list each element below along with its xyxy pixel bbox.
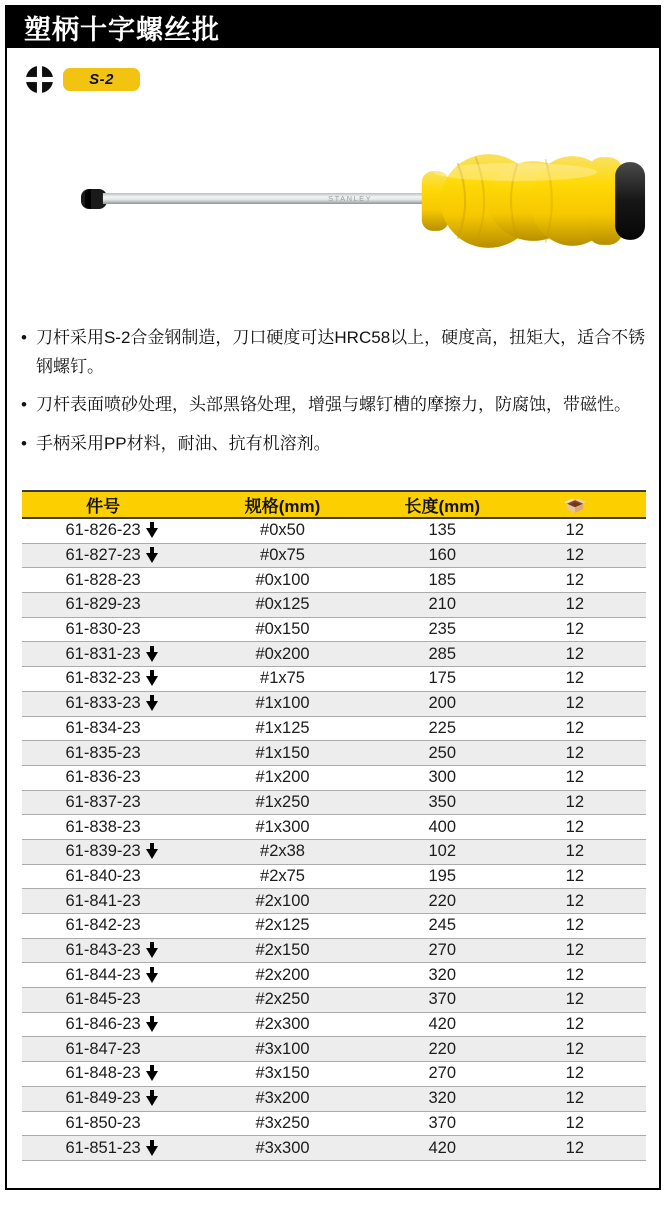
length-cell: 210 [381, 593, 504, 618]
down-arrow-icon [146, 1140, 159, 1157]
bullet-icon: • [21, 395, 27, 415]
pack-qty-cell: 12 [504, 1062, 646, 1087]
spec-cell: #2x250 [184, 988, 381, 1013]
spec-cell: #3x100 [184, 1037, 381, 1062]
steel-grade-label: S-2 [89, 71, 114, 88]
table-row [22, 765, 646, 790]
table-row [22, 741, 646, 766]
spec-cell: #1x125 [184, 716, 381, 741]
bullet-icon: • [21, 433, 27, 453]
pack-qty-cell: 12 [504, 963, 646, 988]
part-number-cell [22, 765, 184, 790]
spec-cell: #1x100 [184, 691, 381, 716]
length-cell: 200 [381, 691, 504, 716]
pack-qty-cell: 12 [504, 914, 646, 939]
part-number: 61-838-23 [65, 817, 141, 836]
length-cell: 235 [381, 617, 504, 642]
part-number: 61-828-23 [65, 570, 141, 589]
table-row [22, 1136, 646, 1161]
product-badges [25, 65, 140, 94]
table-row [22, 518, 646, 543]
part-number: 61-845-23 [65, 990, 141, 1009]
table-row [22, 864, 646, 889]
spec-cell: #2x100 [184, 889, 381, 914]
table-row [22, 889, 646, 914]
feature-list [21, 323, 653, 467]
length-cell: 370 [381, 988, 504, 1013]
table-row [22, 938, 646, 963]
length-cell: 320 [381, 963, 504, 988]
down-arrow-icon [146, 695, 159, 712]
pack-qty-cell: 12 [504, 889, 646, 914]
header-length: 长度(mm) [381, 491, 504, 518]
part-number-cell [22, 1136, 184, 1161]
length-cell: 270 [381, 1062, 504, 1087]
length-cell: 270 [381, 938, 504, 963]
down-arrow-icon [146, 522, 159, 539]
spec-cell: #1x75 [184, 667, 381, 692]
product-photo [77, 135, 655, 267]
length-cell: 195 [381, 864, 504, 889]
pack-qty-cell: 12 [504, 741, 646, 766]
length-cell: 245 [381, 914, 504, 939]
table-row [22, 988, 646, 1013]
down-arrow-icon [146, 646, 159, 663]
down-arrow-icon [146, 1016, 159, 1033]
spec-cell: #1x150 [184, 741, 381, 766]
table-row [22, 667, 646, 692]
header-part-number: 件号 [22, 491, 184, 518]
spec-cell: #3x150 [184, 1062, 381, 1087]
title-bar [7, 7, 659, 48]
length-cell: 160 [381, 543, 504, 568]
part-number-cell [22, 864, 184, 889]
part-number-cell [22, 568, 184, 593]
pack-qty-cell: 12 [504, 1136, 646, 1161]
part-number: 61-836-23 [65, 768, 141, 787]
length-cell: 420 [381, 1136, 504, 1161]
spec-cell: #0x125 [184, 593, 381, 618]
spec-cell: #0x150 [184, 617, 381, 642]
pack-qty-cell: 12 [504, 1037, 646, 1062]
spec-cell: #2x300 [184, 1012, 381, 1037]
part-number-cell [22, 963, 184, 988]
feature-text: 刀杆采用S-2合金钢制造，刀口硬度可达HRC58以上，硬度高，扭矩大，适合不锈钢螺钉。 [35, 328, 646, 377]
part-number-cell [22, 988, 184, 1013]
part-number: 61-841-23 [65, 891, 141, 910]
part-number: 61-834-23 [65, 718, 141, 737]
pack-qty-cell: 12 [504, 1012, 646, 1037]
table-row [22, 617, 646, 642]
steel-grade-badge [63, 68, 140, 91]
table-row [22, 815, 646, 840]
table-row [22, 593, 646, 618]
table-row [22, 1012, 646, 1037]
part-number-cell [22, 667, 184, 692]
length-cell: 102 [381, 839, 504, 864]
table-row [22, 1111, 646, 1136]
spec-cell: #3x300 [184, 1136, 381, 1161]
spec-cell: #1x300 [184, 815, 381, 840]
pack-qty-cell: 12 [504, 1086, 646, 1111]
pack-qty-cell: 12 [504, 938, 646, 963]
length-cell: 320 [381, 1086, 504, 1111]
spec-cell: #3x200 [184, 1086, 381, 1111]
spec-table [22, 490, 646, 1161]
part-number: 61-833-23 [65, 694, 141, 713]
spec-cell: #0x100 [184, 568, 381, 593]
down-arrow-icon [146, 1065, 159, 1082]
spec-cell: #0x75 [184, 543, 381, 568]
length-cell: 370 [381, 1111, 504, 1136]
feature-item [21, 390, 653, 419]
pack-qty-cell: 12 [504, 642, 646, 667]
table-row [22, 568, 646, 593]
table-row [22, 963, 646, 988]
pack-qty-cell: 12 [504, 716, 646, 741]
part-number: 61-832-23 [65, 669, 141, 688]
table-row [22, 716, 646, 741]
part-number: 61-846-23 [65, 1015, 141, 1034]
length-cell: 400 [381, 815, 504, 840]
pack-qty-cell: 12 [504, 790, 646, 815]
length-cell: 420 [381, 1012, 504, 1037]
part-number-cell [22, 716, 184, 741]
part-number: 61-831-23 [65, 644, 141, 663]
part-number-cell [22, 642, 184, 667]
part-number: 61-829-23 [65, 595, 141, 614]
part-number-cell [22, 1111, 184, 1136]
page-title: 塑柄十字螺丝批 [24, 15, 220, 45]
pack-qty-cell: 12 [504, 568, 646, 593]
part-number: 61-851-23 [65, 1138, 141, 1157]
feature-item [21, 323, 653, 381]
header-spec: 规格(mm) [184, 491, 381, 518]
part-number-cell [22, 889, 184, 914]
length-cell: 220 [381, 1037, 504, 1062]
length-cell: 220 [381, 889, 504, 914]
screwdriver-illustration [77, 135, 655, 267]
table-row [22, 1037, 646, 1062]
spec-cell: #2x150 [184, 938, 381, 963]
down-arrow-icon [146, 1090, 159, 1107]
spec-cell: #0x200 [184, 642, 381, 667]
length-cell: 225 [381, 716, 504, 741]
part-number: 61-849-23 [65, 1089, 141, 1108]
table-row [22, 839, 646, 864]
part-number-cell [22, 790, 184, 815]
part-number-cell [22, 543, 184, 568]
part-number-cell [22, 1062, 184, 1087]
down-arrow-icon [146, 942, 159, 959]
part-number: 61-826-23 [65, 521, 141, 540]
part-number-cell [22, 938, 184, 963]
phillips-head-icon [25, 65, 54, 94]
spec-cell: #2x38 [184, 839, 381, 864]
part-number-cell [22, 691, 184, 716]
spec-cell: #0x50 [184, 518, 381, 543]
spec-cell: #1x200 [184, 765, 381, 790]
part-number: 61-848-23 [65, 1064, 141, 1083]
pack-qty-cell: 12 [504, 839, 646, 864]
feature-item [21, 429, 653, 458]
part-number: 61-850-23 [65, 1113, 141, 1132]
bullet-icon: • [21, 328, 27, 347]
table-row [22, 1062, 646, 1087]
spec-cell: #2x125 [184, 914, 381, 939]
part-number-cell [22, 1037, 184, 1062]
part-number-cell [22, 518, 184, 543]
part-number: 61-827-23 [65, 546, 141, 565]
table-row [22, 691, 646, 716]
pack-qty-cell: 12 [504, 518, 646, 543]
part-number: 61-843-23 [65, 941, 141, 960]
down-arrow-icon [146, 547, 159, 564]
part-number: 61-835-23 [65, 743, 141, 762]
spec-table-header [22, 491, 646, 518]
feature-text: 手柄采用PP材料，耐油、抗有机溶剂。 [35, 433, 331, 453]
part-number-cell [22, 1086, 184, 1111]
header-pack-qty [504, 491, 646, 518]
pack-qty-cell: 12 [504, 593, 646, 618]
pack-qty-cell: 12 [504, 765, 646, 790]
part-number: 61-830-23 [65, 620, 141, 639]
table-row [22, 642, 646, 667]
length-cell: 175 [381, 667, 504, 692]
feature-text: 刀杆表面喷砂处理，头部黑铬处理，增强与螺钉槽的摩擦力，防腐蚀，带磁性。 [35, 395, 631, 415]
pack-qty-cell: 12 [504, 691, 646, 716]
pack-qty-cell: 12 [504, 988, 646, 1013]
pack-qty-cell: 12 [504, 815, 646, 840]
pack-qty-cell: 12 [504, 1111, 646, 1136]
part-number-cell [22, 914, 184, 939]
screwdriver-handle [422, 154, 645, 248]
part-number-cell [22, 741, 184, 766]
page-frame [5, 5, 661, 1190]
pack-qty-cell: 12 [504, 667, 646, 692]
spec-cell: #3x250 [184, 1111, 381, 1136]
table-row [22, 1086, 646, 1111]
table-row [22, 543, 646, 568]
part-number-cell [22, 815, 184, 840]
part-number-cell [22, 839, 184, 864]
pack-qty-cell: 12 [504, 864, 646, 889]
length-cell: 135 [381, 518, 504, 543]
screwdriver-shaft [103, 193, 424, 204]
carton-box-icon [564, 497, 586, 514]
part-number: 61-837-23 [65, 792, 141, 811]
pack-qty-cell: 12 [504, 617, 646, 642]
length-cell: 250 [381, 741, 504, 766]
down-arrow-icon [146, 843, 159, 860]
part-number: 61-842-23 [65, 916, 141, 935]
length-cell: 300 [381, 765, 504, 790]
down-arrow-icon [146, 967, 159, 984]
shaft-brand-text: STANLEY [328, 194, 373, 203]
spec-table-body [22, 518, 646, 1160]
part-number-cell [22, 593, 184, 618]
spec-cell: #1x250 [184, 790, 381, 815]
length-cell: 350 [381, 790, 504, 815]
table-row [22, 790, 646, 815]
handle-end-cap [615, 162, 645, 240]
length-cell: 285 [381, 642, 504, 667]
table-row [22, 914, 646, 939]
part-number: 61-840-23 [65, 866, 141, 885]
part-number: 61-847-23 [65, 1039, 141, 1058]
spec-cell: #2x75 [184, 864, 381, 889]
part-number: 61-844-23 [65, 965, 141, 984]
down-arrow-icon [146, 670, 159, 687]
spec-cell: #2x200 [184, 963, 381, 988]
part-number: 61-839-23 [65, 842, 141, 861]
part-number-cell [22, 617, 184, 642]
pack-qty-cell: 12 [504, 543, 646, 568]
part-number-cell [22, 1012, 184, 1037]
length-cell: 185 [381, 568, 504, 593]
